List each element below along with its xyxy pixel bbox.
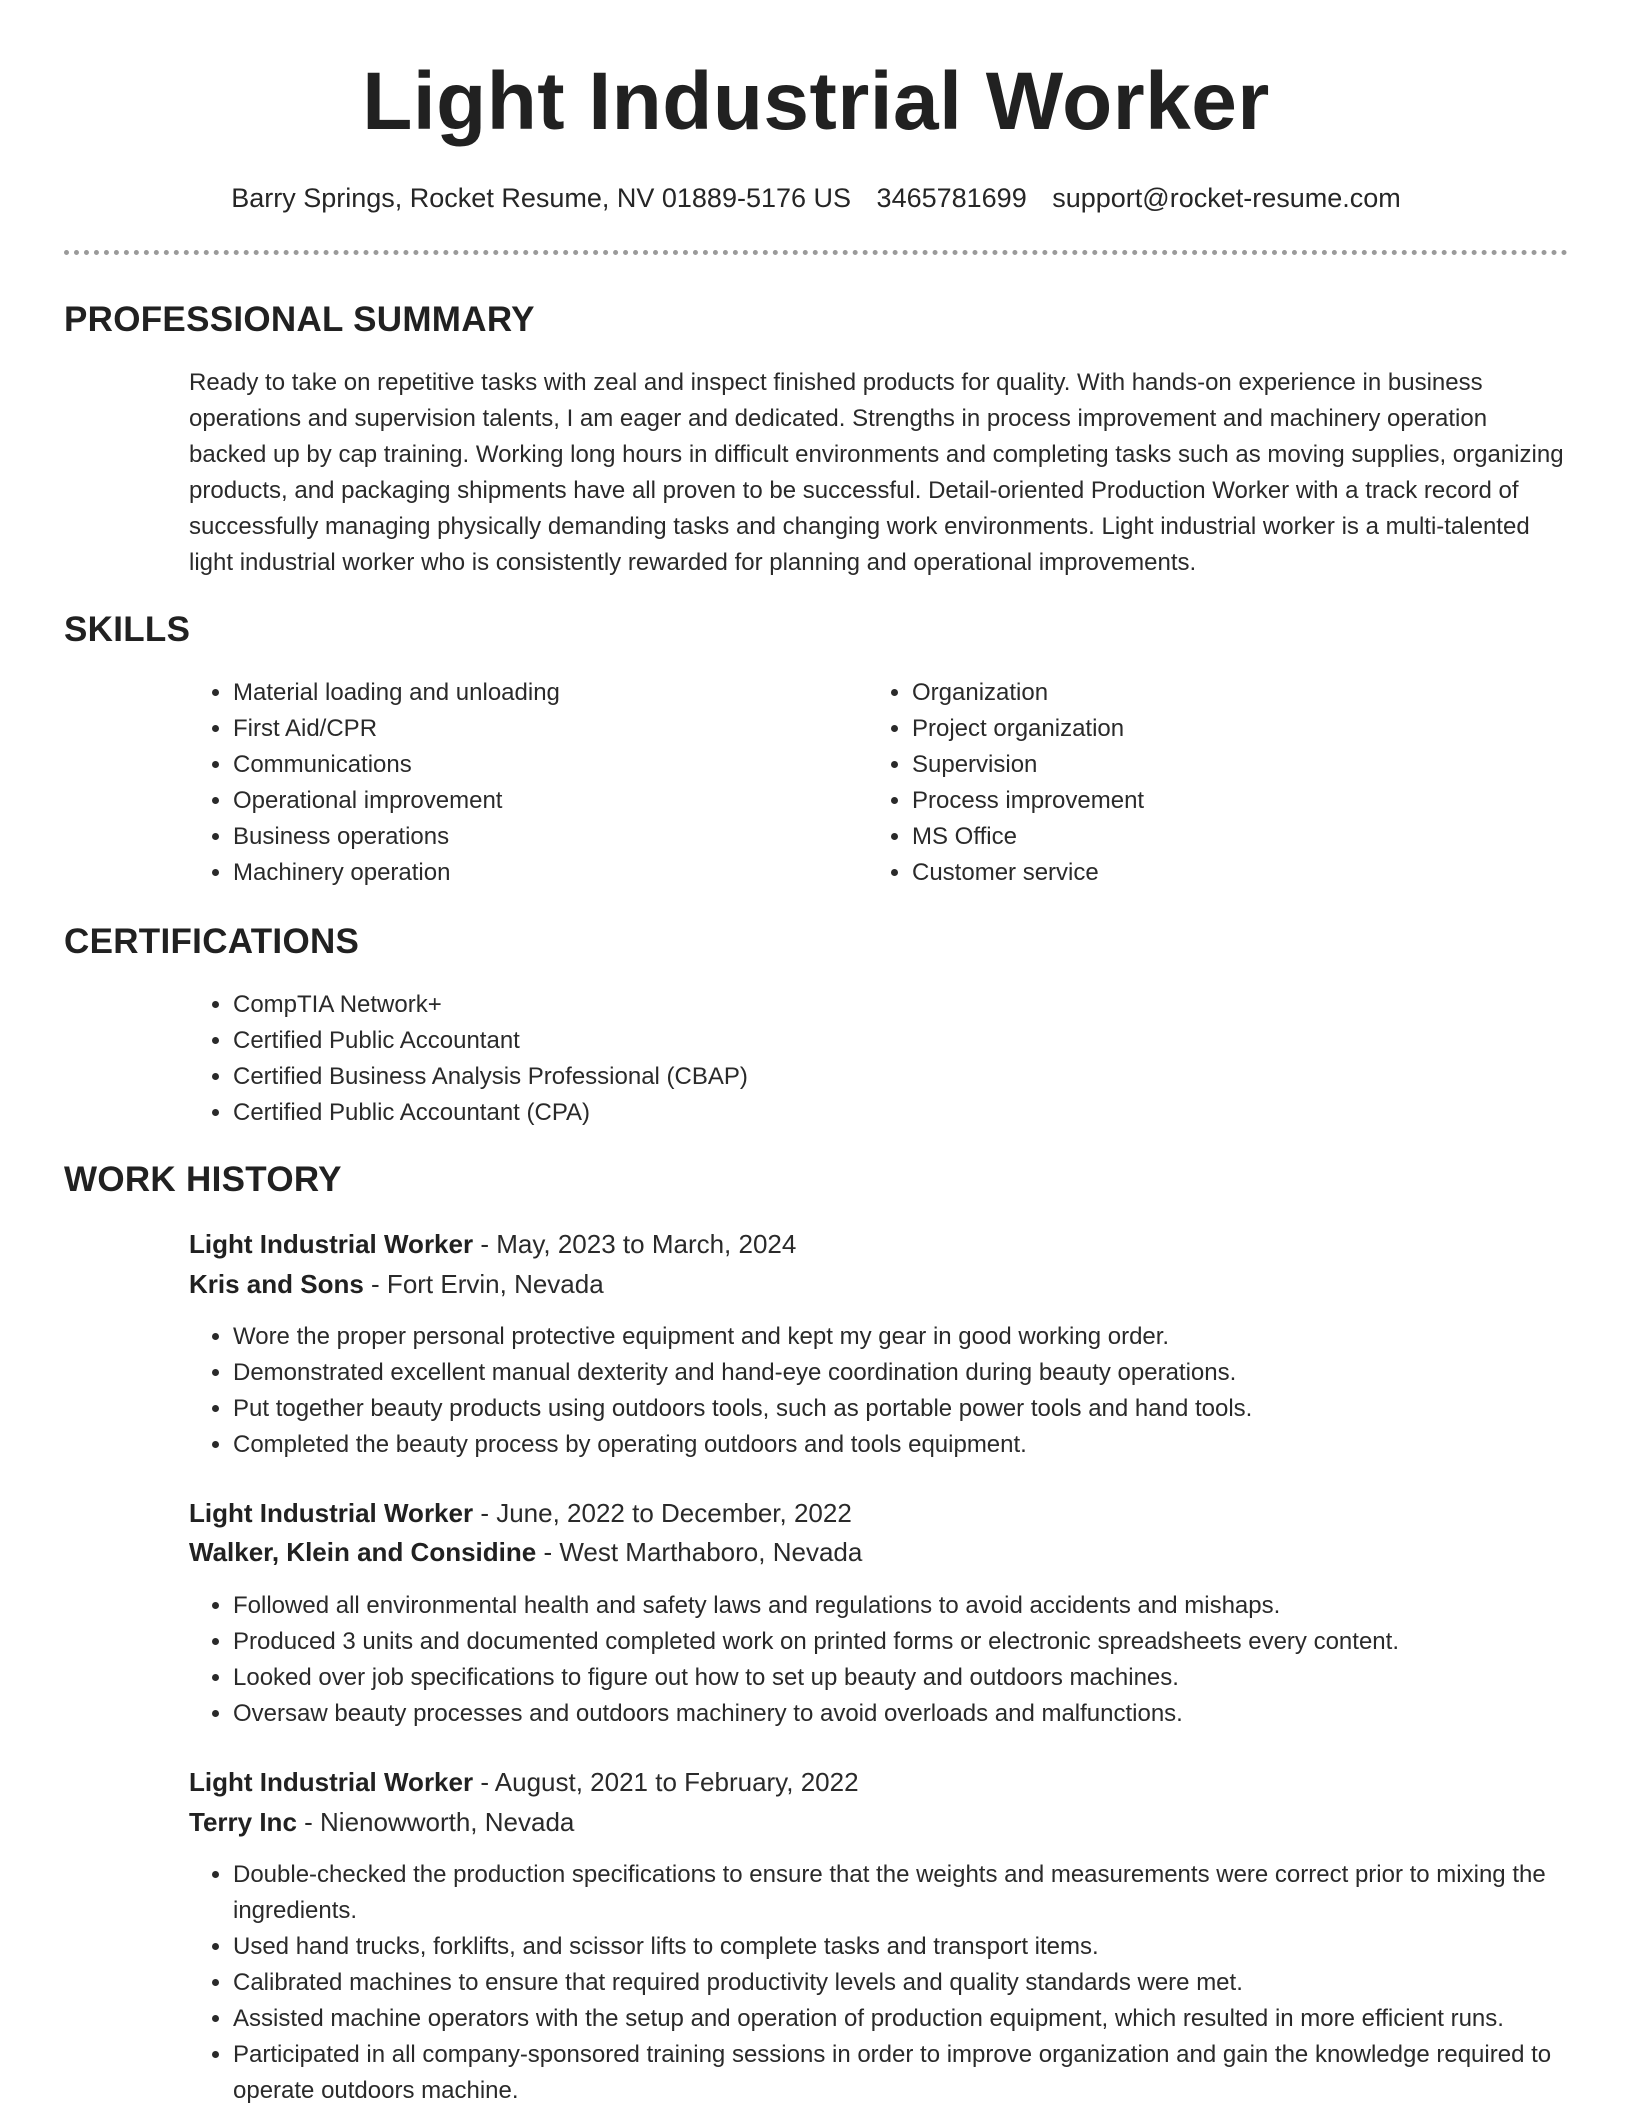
skill-item: • First Aid/CPR xyxy=(233,711,833,747)
job-bullets xyxy=(189,1588,1613,1732)
contact-line xyxy=(0,180,1632,216)
job-bullets xyxy=(189,1319,1613,1463)
contact-address: Barry Springs, Rocket Resume, NV 01889-5176 US xyxy=(231,183,852,213)
job-bullet: • Followed all environmental health and safety laws and regulations to avoid accidents and mishaps. xyxy=(233,1588,1613,1624)
skill-item: • Project organization xyxy=(912,711,1512,747)
job-bullet: • Produced 3 units and documented completed work on printed forms or electronic spreadsheets every content. xyxy=(233,1624,1613,1660)
job-title-line xyxy=(189,1226,796,1262)
skill-item: • Communications xyxy=(233,747,833,783)
job-company: Terry Inc xyxy=(189,1807,297,1837)
job-bullet: • Demonstrated excellent manual dexterity and hand-eye coordination during beauty operations. xyxy=(233,1355,1613,1391)
job-dates: - May, 2023 to March, 2024 xyxy=(473,1229,797,1259)
job-title: Light Industrial Worker xyxy=(189,1767,474,1797)
job-title-line xyxy=(189,1764,859,1800)
skill-item: • MS Office xyxy=(912,819,1512,855)
skill-item: • Operational improvement xyxy=(233,783,833,819)
job-title-line xyxy=(189,1495,852,1531)
resume-name: Light Industrial Worker xyxy=(362,56,1270,147)
certifications-heading: CERTIFICATIONS xyxy=(64,922,360,961)
skills-list-right xyxy=(868,675,1512,891)
job-company: Walker, Klein and Considine xyxy=(189,1537,537,1567)
certifications-list xyxy=(189,987,1533,1131)
job-bullet: • Looked over job specifications to figure out how to set up beauty and outdoors machines. xyxy=(233,1660,1613,1696)
job-dates: - June, 2022 to December, 2022 xyxy=(473,1498,852,1528)
job-company: Kris and Sons xyxy=(189,1269,364,1299)
job-location: - Nienowworth, Nevada xyxy=(296,1807,575,1837)
job-bullet: • Wore the proper personal protective equipment and kept my gear in good working order. xyxy=(233,1319,1613,1355)
job-title: Light Industrial Worker xyxy=(189,1229,474,1259)
skill-item: • Machinery operation xyxy=(233,855,833,891)
certification-item: • Certified Business Analysis Professional (CBAP) xyxy=(233,1059,1533,1095)
job-bullet: • Completed the beauty process by operating outdoors and tools equipment. xyxy=(233,1427,1613,1463)
header-divider xyxy=(64,250,1568,255)
job-bullets xyxy=(189,1857,1613,2109)
skills-heading: SKILLS xyxy=(64,610,191,649)
summary-heading: PROFESSIONAL SUMMARY xyxy=(64,300,535,339)
job-company-line xyxy=(189,1266,604,1302)
skill-item: • Business operations xyxy=(233,819,833,855)
summary-text: Ready to take on repetitive tasks with zeal and inspect finished products for quality. With hands-on experience in business operations and supervision talents, I am eager and dedicated. Strengths in process improvement and machinery operation backed up by cap training. Working long hours in difficult environments and completing tasks such as moving supplies, organizing products, and packaging shipments have all proven to be successful. Detail-oriented Production Worker with a track record of successfully managing physically demanding tasks and changing work environments. Light industrial worker is a multi-talented light industrial worker who is consistently rewarded for planning and operational improvements. xyxy=(189,369,1564,576)
job-bullet: • Assisted machine operators with the setup and operation of production equipment, which resulted in more efficient runs. xyxy=(233,2001,1613,2037)
job-bullet: • Participated in all company-sponsored training sessions in order to improve organization and gain the knowledge required to operate outdoors machine. xyxy=(233,2037,1613,2109)
job-company-line xyxy=(189,1534,862,1570)
job-bullet: • Double-checked the production specifications to ensure that the weights and measurements were correct prior to mixing the ingredients. xyxy=(233,1857,1613,1929)
job-bullet: • Put together beauty products using outdoors tools, such as portable power tools and hand tools. xyxy=(233,1391,1613,1427)
certification-item: • Certified Public Accountant (CPA) xyxy=(233,1095,1533,1131)
skills-list-left xyxy=(189,675,833,891)
skill-item: • Material loading and unloading xyxy=(233,675,833,711)
skill-item: • Customer service xyxy=(912,855,1512,891)
work-history-heading: WORK HISTORY xyxy=(64,1160,342,1199)
job-bullet: • Used hand trucks, forklifts, and scissor lifts to complete tasks and transport items. xyxy=(233,1929,1613,1965)
contact-phone: 3465781699 xyxy=(876,183,1027,213)
job-company-line xyxy=(189,1804,574,1840)
skill-item: • Supervision xyxy=(912,747,1512,783)
job-bullet: • Calibrated machines to ensure that required productivity levels and quality standards were met. xyxy=(233,1965,1613,2001)
certification-item: • Certified Public Accountant xyxy=(233,1023,1533,1059)
job-location: - Fort Ervin, Nevada xyxy=(363,1269,604,1299)
job-dates: - August, 2021 to February, 2022 xyxy=(473,1767,859,1797)
job-bullet: • Oversaw beauty processes and outdoors machinery to avoid overloads and malfunctions. xyxy=(233,1696,1613,1732)
job-location: - West Marthaboro, Nevada xyxy=(536,1537,863,1567)
job-title: Light Industrial Worker xyxy=(189,1498,474,1528)
contact-email: support@rocket-resume.com xyxy=(1052,183,1401,213)
skill-item: • Process improvement xyxy=(912,783,1512,819)
skill-item: • Organization xyxy=(912,675,1512,711)
certification-item: • CompTIA Network+ xyxy=(233,987,1533,1023)
